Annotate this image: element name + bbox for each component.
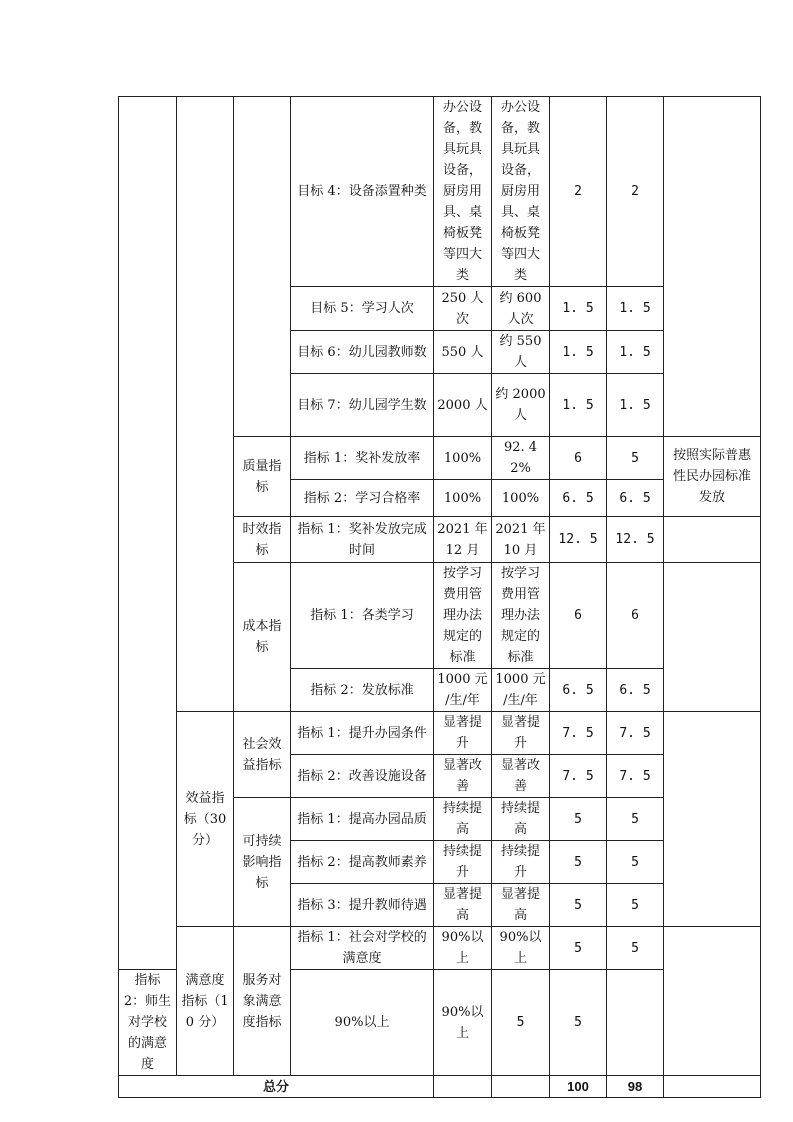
weight-cell: 7. 5 — [550, 712, 607, 755]
weight-cell: 6 — [550, 563, 607, 669]
total-score: 98 — [607, 1076, 664, 1098]
remark-cell — [664, 97, 761, 437]
target-cell: 2000 人 — [434, 374, 492, 437]
indicator-cell: 目标 4：设备添置种类 — [291, 97, 434, 287]
indicator-cell: 指标 2：师生对学校的满意度 — [119, 970, 177, 1076]
score-cell: 2 — [607, 97, 664, 287]
indicator-cell: 目标 6：幼儿园教师数 — [291, 331, 434, 374]
actual-cell: 1000 元 /生/年 — [492, 669, 550, 712]
actual-cell: 办公设备，教具玩具设备，厨房用具、桌椅板凳等四大类 — [492, 97, 550, 287]
remark-cell — [664, 517, 761, 563]
indicator-cell: 指标 3：提升教师待遇 — [291, 884, 434, 927]
indicator-cell: 指标 1：奖补发放完成时间 — [291, 517, 434, 563]
indicator-cell: 指标 2：发放标准 — [291, 669, 434, 712]
target-cell: 持续提升 — [434, 841, 492, 884]
actual-cell: 显著提高 — [492, 884, 550, 927]
score-cell: 1. 5 — [607, 287, 664, 331]
total-row — [119, 1076, 761, 1098]
score-cell: 7. 5 — [607, 755, 664, 798]
target-cell: 持续提高 — [434, 798, 492, 841]
indicator-cell: 指标 2：改善设施设备 — [291, 755, 434, 798]
level2-cell: 效益指标（30 分） — [177, 712, 234, 927]
category-cell: 成本指标 — [234, 563, 291, 712]
actual-cell: 约 600 人次 — [492, 287, 550, 331]
actual-cell: 约 2000 人 — [492, 374, 550, 437]
actual-cell: 持续提升 — [492, 841, 550, 884]
actual-cell: 约 550 人 — [492, 331, 550, 374]
target-cell: 显著改善 — [434, 755, 492, 798]
score-cell: 12. 5 — [607, 517, 664, 563]
level1-cell — [119, 97, 177, 970]
weight-cell: 1. 5 — [550, 374, 607, 437]
remark-cell — [664, 563, 761, 712]
category-cell: 质量指标 — [234, 437, 291, 517]
actual-cell: 90%以上 — [492, 927, 550, 970]
weight-cell: 5 — [492, 970, 550, 1076]
actual-cell: 100% — [492, 480, 550, 517]
score-cell: 5 — [550, 970, 607, 1076]
score-cell: 5 — [607, 437, 664, 480]
score-cell: 5 — [607, 841, 664, 884]
level2-cell: 满意度指标（10 分） — [177, 927, 234, 1076]
target-cell: 2021 年 12 月 — [434, 517, 492, 563]
score-cell: 6. 5 — [607, 480, 664, 517]
weight-cell: 7. 5 — [550, 755, 607, 798]
table-row — [119, 97, 761, 287]
indicator-cell: 指标 2：学习合格率 — [291, 480, 434, 517]
level3-cell — [234, 97, 291, 437]
score-cell: 1. 5 — [607, 374, 664, 437]
indicator-cell: 指标 1：各类学习 — [291, 563, 434, 669]
indicator-cell: 指标 2：提高教师素养 — [291, 841, 434, 884]
indicator-cell: 指标 1：提高办园品质 — [291, 798, 434, 841]
target-cell: 250 人次 — [434, 287, 492, 331]
actual-cell — [492, 1076, 550, 1098]
target-cell: 1000 元 /生/年 — [434, 669, 492, 712]
score-cell: 5 — [607, 798, 664, 841]
weight-cell: 6. 5 — [550, 669, 607, 712]
category-cell: 社会效益指标 — [234, 712, 291, 798]
target-cell: 显著提升 — [434, 712, 492, 755]
actual-cell: 92. 42% — [492, 437, 550, 480]
target-cell — [434, 1076, 492, 1098]
table-row — [119, 712, 761, 755]
total-weight: 100 — [550, 1076, 607, 1098]
level2-cell — [177, 97, 234, 712]
indicator-cell: 目标 5：学习人次 — [291, 287, 434, 331]
category-cell: 服务对象满意度指标 — [234, 927, 291, 1076]
target-cell: 办公设备，教具玩具设备，厨房用具、桌椅板凳等四大类 — [434, 97, 492, 287]
score-cell: 1. 5 — [607, 331, 664, 374]
target-cell: 显著提高 — [434, 884, 492, 927]
weight-cell: 2 — [550, 97, 607, 287]
score-cell: 5 — [607, 927, 664, 970]
category-cell: 可持续影响指标 — [234, 798, 291, 927]
actual-cell: 显著改善 — [492, 755, 550, 798]
target-cell: 100% — [434, 437, 492, 480]
remark-cell: 按照实际普惠性民办园标准发放 — [664, 437, 761, 517]
actual-cell: 90%以上 — [434, 970, 492, 1076]
actual-cell: 显著提升 — [492, 712, 550, 755]
table-row — [119, 927, 761, 970]
score-cell: 5 — [607, 884, 664, 927]
weight-cell: 5 — [550, 841, 607, 884]
remark-cell — [664, 712, 761, 927]
weight-cell: 5 — [550, 798, 607, 841]
target-cell: 90%以上 — [291, 970, 434, 1076]
total-label: 总分 — [119, 1076, 434, 1098]
actual-cell: 按学习费用管理办法规定的标准 — [492, 563, 550, 669]
target-cell: 550 人 — [434, 331, 492, 374]
score-cell: 6 — [607, 563, 664, 669]
indicator-cell: 指标 1：奖补发放率 — [291, 437, 434, 480]
target-cell: 按学习费用管理办法规定的标准 — [434, 563, 492, 669]
score-cell: 6. 5 — [607, 669, 664, 712]
weight-cell: 6. 5 — [550, 480, 607, 517]
category-cell: 时效指标 — [234, 517, 291, 563]
weight-cell: 6 — [550, 437, 607, 480]
weight-cell: 5 — [550, 927, 607, 970]
remark-cell — [664, 1076, 761, 1098]
performance-table — [118, 96, 761, 1098]
indicator-cell: 目标 7：幼儿园学生数 — [291, 374, 434, 437]
actual-cell: 持续提高 — [492, 798, 550, 841]
target-cell: 90%以上 — [434, 927, 492, 970]
target-cell: 100% — [434, 480, 492, 517]
score-cell: 7. 5 — [607, 712, 664, 755]
actual-cell: 2021 年 10 月 — [492, 517, 550, 563]
weight-cell: 12. 5 — [550, 517, 607, 563]
weight-cell: 1. 5 — [550, 331, 607, 374]
indicator-cell: 指标 1：提升办园条件 — [291, 712, 434, 755]
weight-cell: 5 — [550, 884, 607, 927]
weight-cell: 1. 5 — [550, 287, 607, 331]
remark-cell — [664, 927, 761, 1076]
indicator-cell: 指标 1：社会对学校的满意度 — [291, 927, 434, 970]
